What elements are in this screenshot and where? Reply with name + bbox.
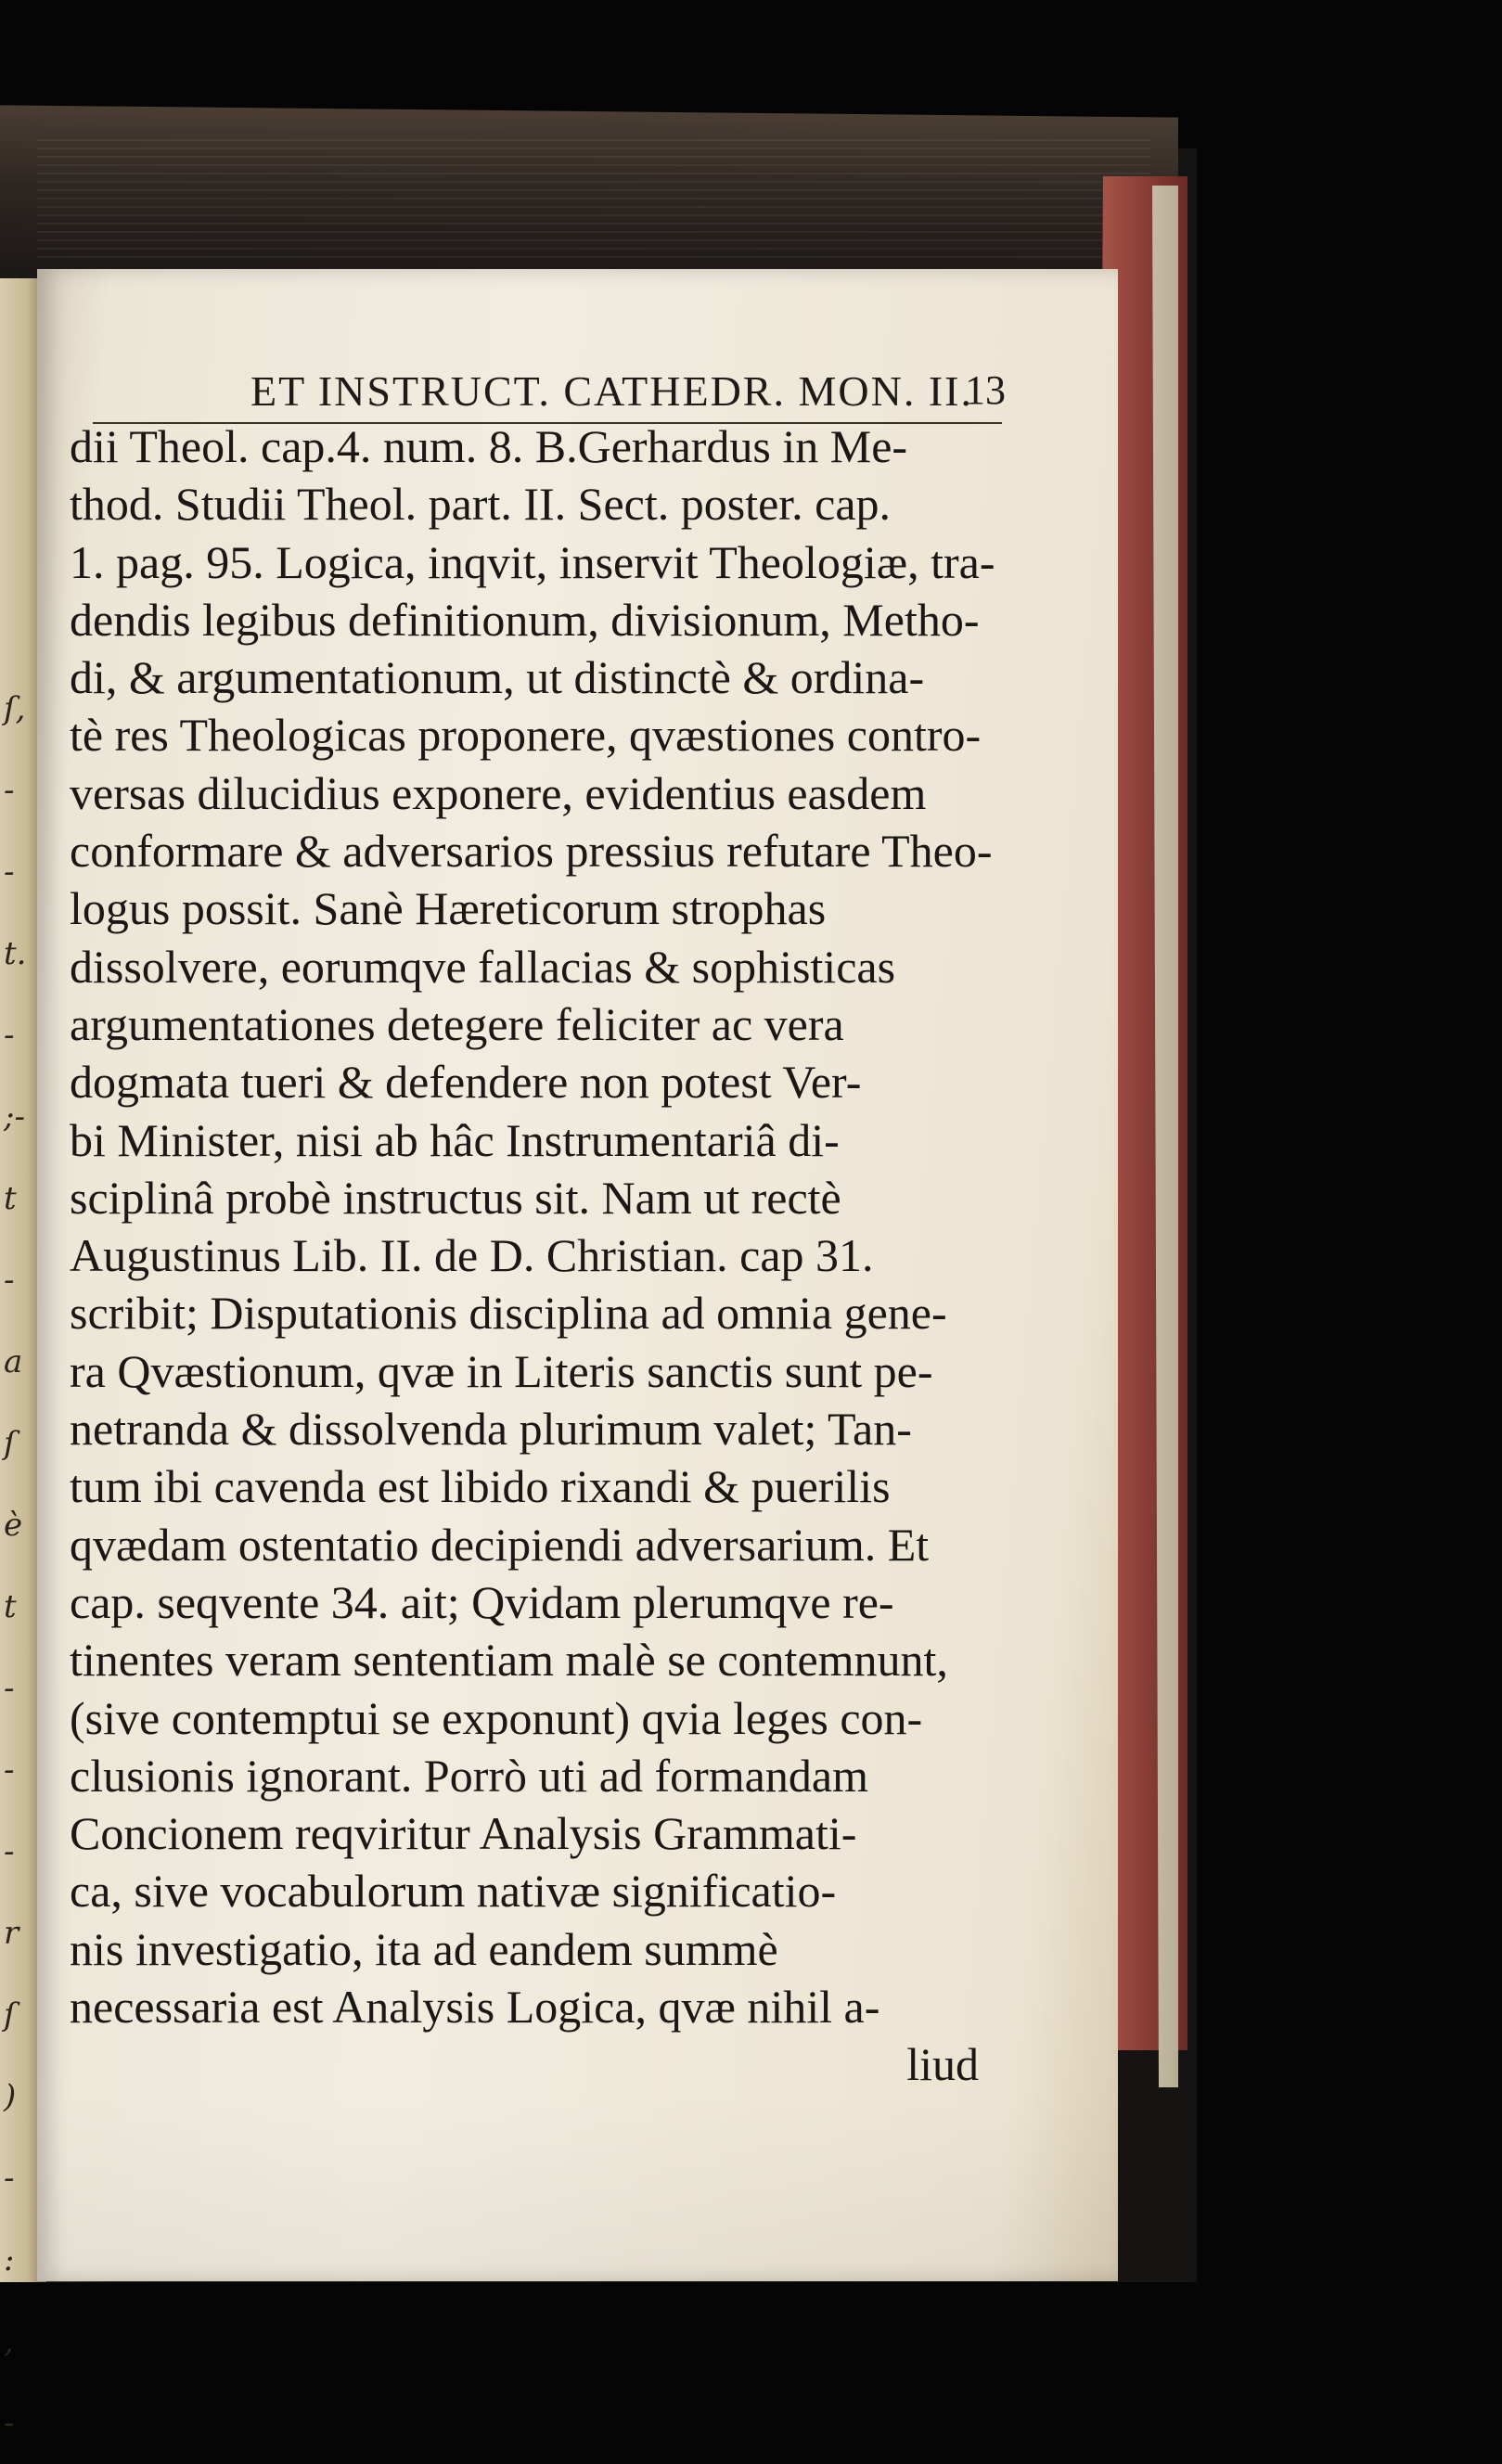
text-line: Concionem reqviritur Analysis Grammati- xyxy=(70,1807,857,1860)
text-line: Augustinus Lib. II. de D. Christian. cap 31. xyxy=(70,1229,874,1282)
text-line: clusionis ignorant. Porrò uti ad formandam xyxy=(70,1749,868,1802)
text-line: di, & argumentationum, ut distinctè & ordina- xyxy=(70,651,925,704)
text-line: netranda & dissolvenda plurimum valet; Tan- xyxy=(70,1403,912,1456)
text-line: scribit; Disputationis disciplina ad omnia gene- xyxy=(70,1287,947,1340)
running-head: ET INSTRUCT. CATHEDR. MON. II. xyxy=(250,367,973,415)
text-line: ra Qvæstionum, qvæ in Literis sanctis sunt pe- xyxy=(70,1344,933,1397)
left-page-fragments: ſ, - - t. - ;- t - a ſ è t - - - r ſ ) - : , - xyxy=(4,690,27,2442)
text-line: bi Minister, nisi ab hâc Instrumentariâ di- xyxy=(70,1113,840,1166)
text-line: tum ibi cavenda est libido rixandi & puerilis xyxy=(70,1460,891,1513)
page-edges-texture xyxy=(37,139,1150,260)
text-line: (sive contemptui se exponunt) qvia leges con- xyxy=(70,1691,923,1744)
text-line: dissolvere, eorumqve fallacias & sophisticas xyxy=(70,940,896,993)
text-line: cap. seqvente 34. ait; Qvidam plerumqve re- xyxy=(70,1575,894,1628)
book-page xyxy=(37,269,1118,2281)
text-line: thod. Studii Theol. part. II. Sect. poster. cap. xyxy=(70,478,892,531)
text-line: versas dilucidius exponere, evidentius easdem xyxy=(70,766,927,819)
text-line: tè res Theologicas proponere, qvæstiones contro- xyxy=(70,709,982,762)
text-line: dogmata tueri & defendere non potest Ver- xyxy=(70,1056,862,1109)
text-line: dii Theol. cap.4. num. 8. B.Gerhardus in Me- xyxy=(70,420,908,472)
body-text xyxy=(70,417,1016,2094)
text-line: necessaria est Analysis Logica, qvæ nihil a- xyxy=(70,1981,880,2034)
text-line: 1. pag. 95. Logica, inqvit, inservit Theologiæ, tra- xyxy=(70,535,995,588)
page-shading xyxy=(37,2096,1118,2281)
page-number: 13 xyxy=(965,367,1006,413)
text-line: conformare & adversarios pressius refutare Theo- xyxy=(70,825,993,878)
text-line: nis investigatio, ita ad eandem summè xyxy=(70,1922,778,1975)
text-line: dendis legibus definitionum, divisionum, Metho- xyxy=(70,593,980,646)
text-line: logus possit. Sanè Hæreticorum strophas xyxy=(70,882,827,935)
text-line: qvædam ostentatio decipiendi adversarium. Et xyxy=(70,1518,930,1571)
text-line: tinentes veram sententiam malè se contemnunt, xyxy=(70,1634,948,1687)
catchword: liud xyxy=(906,2038,979,2091)
text-line: sciplinâ probè instructus sit. Nam ut rectè xyxy=(70,1171,841,1224)
text-line: argumentationes detegere feliciter ac vera xyxy=(70,997,844,1050)
text-line: ca, sive vocabulorum nativæ significatio- xyxy=(70,1865,837,1918)
